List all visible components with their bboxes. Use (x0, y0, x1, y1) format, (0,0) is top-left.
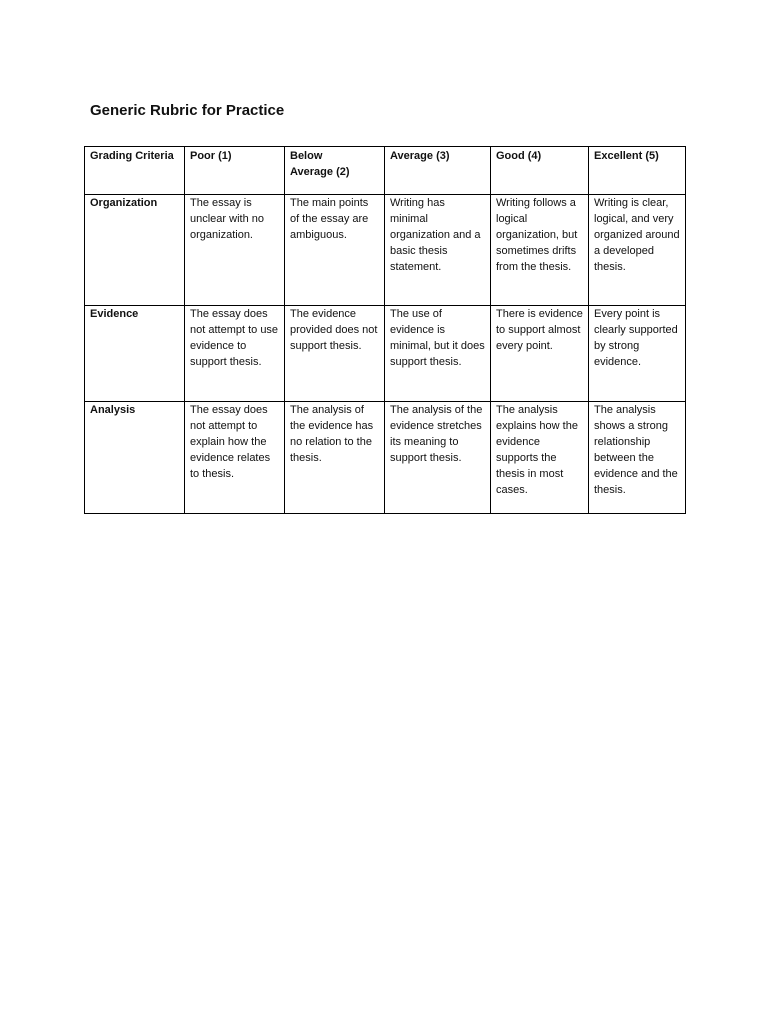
table-cell: Writing is clear, logical, and very organized around a developed thesis. (589, 195, 686, 306)
table-row (85, 402, 686, 514)
header-below-average (285, 147, 385, 195)
header-below-average-label: Below Average (2) (290, 150, 350, 178)
table-cell: The analysis shows a strong relationship between the evidence and the thesis. (589, 402, 686, 514)
table-row (85, 306, 686, 402)
header-excellent: Excellent (5) (589, 147, 686, 195)
table-cell: The essay is unclear with no organization. (185, 195, 285, 306)
table-cell: There is evidence to support almost every point. (491, 306, 589, 402)
rubric-table (84, 146, 686, 514)
criterion-evidence: Evidence (85, 306, 185, 402)
table-cell: The essay does not attempt to explain how the evidence relates to thesis. (185, 402, 285, 514)
table-row (85, 195, 686, 306)
page-title: Generic Rubric for Practice (90, 102, 285, 119)
table-cell: The use of evidence is minimal, but it does support thesis. (385, 306, 491, 402)
table-cell: The main points of the essay are ambiguous. (285, 195, 385, 306)
table-cell: Every point is clearly supported by strong evidence. (589, 306, 686, 402)
criterion-organization: Organization (85, 195, 185, 306)
table-cell: Writing has minimal organization and a basic thesis statement. (385, 195, 491, 306)
table-cell: The essay does not attempt to use evidence to support thesis. (185, 306, 285, 402)
table-cell: Writing follows a logical organization, but sometimes drifts from the thesis. (491, 195, 589, 306)
header-row (85, 147, 686, 195)
table-cell: The analysis explains how the evidence supports the thesis in most cases. (491, 402, 589, 514)
header-grading-criteria: Grading Criteria (85, 147, 185, 195)
header-good: Good (4) (491, 147, 589, 195)
criterion-analysis: Analysis (85, 402, 185, 514)
table-cell: The analysis of the evidence stretches its meaning to support thesis. (385, 402, 491, 514)
table-cell: The analysis of the evidence has no relation to the thesis. (285, 402, 385, 514)
table-cell: The evidence provided does not support thesis. (285, 306, 385, 402)
header-poor: Poor (1) (185, 147, 285, 195)
header-average: Average (3) (385, 147, 491, 195)
